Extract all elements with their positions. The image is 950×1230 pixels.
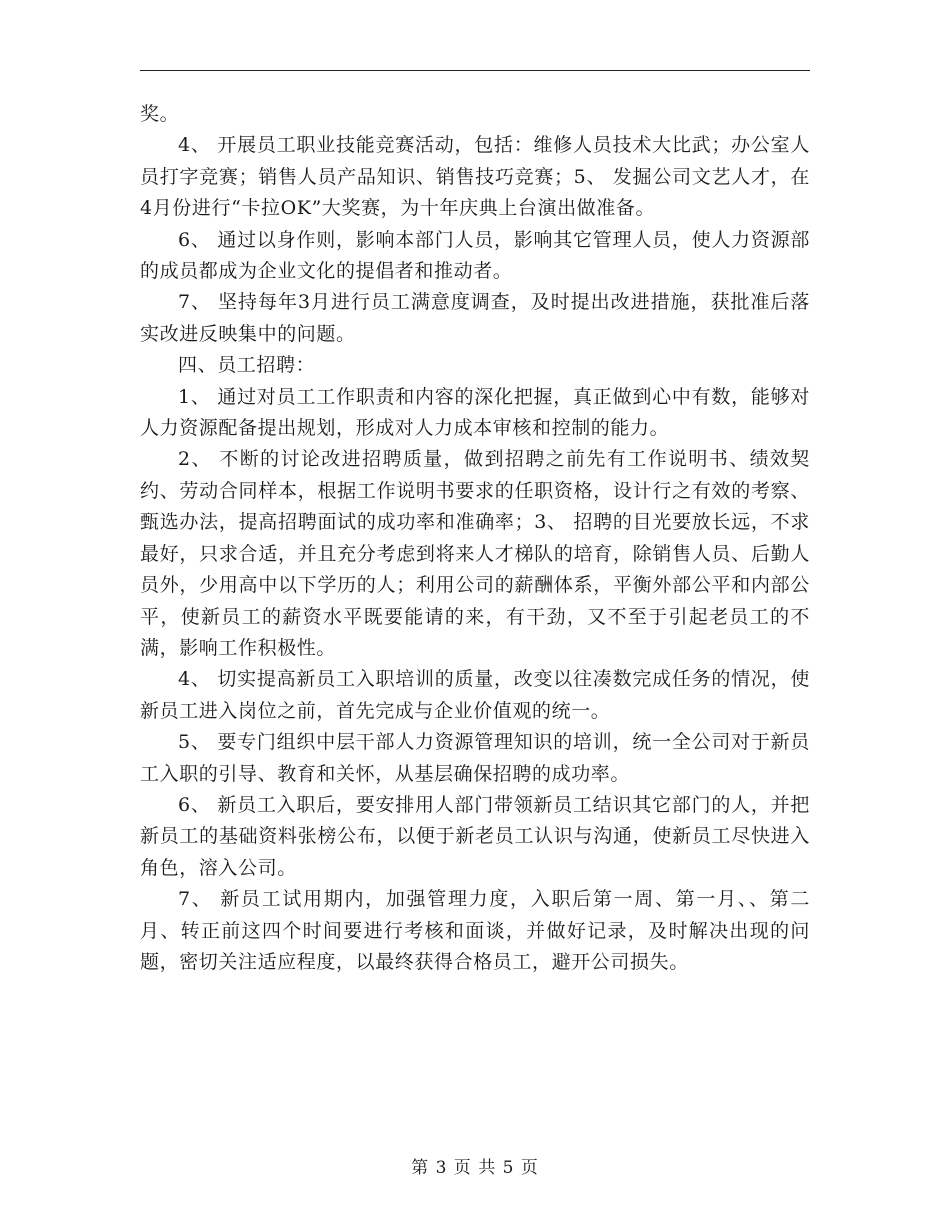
document-body: [140, 99, 810, 978]
section-heading-recruitment: 四、员工招聘：: [178, 354, 316, 377]
paragraph-recruit-item-1: 1、 通过对员工工作职责和内容的深化把握，真正做到心中有数，能够对人力资源配备提出规划，形成对人力成本审核和控制的能力。: [140, 385, 810, 440]
page-number: 第 3 页 共 5 页: [411, 1158, 539, 1178]
paragraph-recruit-item-6: 6、 新员工入职后，要安排用人部门带领新员工结识其它部门的人，并把新员工的基础资料张榜公布，以便于新老员工认识与沟通，使新员工尽快进入角色，溶入公司。: [140, 793, 810, 879]
paragraph-item-6-lead-by-example: 6、 通过以身作则，影响本部门人员，影响其它管理人员，使人力资源部的成员都成为企业文化的提倡者和推动者。: [140, 228, 810, 283]
paragraph-recruit-item-2-3: 2、 不断的讨论改进招聘质量，做到招聘之前先有工作说明书、绩效契约、劳动合同样本，根据工作说明书要求的任职资格，设计行之有效的考察、甄选办法，提高招聘面试的成功率和准确率；3、 招聘的目光要放长远，不求最好，只求合适，并且充分考虑到将来人才梯队的培育，除销售人员、后勤人员外，少用高中以下学历的人；利用公司的薪酬体系，平衡外部公平和内部公平，使新员工的薪资水平既要能请的来，有干劲，又不至于引起老员工的不满，影响工作积极性。: [140, 448, 810, 659]
paragraph-recruit-item-5: 5、 要专门组织中层干部人力资源管理知识的培训，统一全公司对于新员工入职的引导、教育和关怀，从基层确保招聘的成功率。: [140, 731, 810, 785]
header-rule: [140, 70, 810, 71]
paragraph-recruit-item-4: 4、 切实提高新员工入职培训的质量，改变以往凑数完成任务的情况，使新员工进入岗位之前，首先完成与企业价值观的统一。: [140, 668, 810, 722]
paragraph-continuation: 奖。: [140, 103, 180, 125]
paragraph-item-4-skills-competition: 4、 开展员工职业技能竞赛活动，包括：维修人员技术大比武；办公室人员打字竞赛；销售人员产品知识、销售技巧竞赛；5、 发掘公司文艺人才，在4月份进行“卡拉OK”大奖赛，为十年庆典上台演出做准备。: [140, 134, 810, 220]
paragraph-item-7-satisfaction-survey: 7、 坚持每年3月进行员工满意度调查，及时提出改进措施，获批准后落实改进反映集中的问题。: [140, 291, 810, 345]
paragraph-recruit-item-7: 7、 新员工试用期内，加强管理力度，入职后第一周、第一月、、第二月、转正前这四个时间要进行考核和面谈，并做好记录，及时解决出现的问题，密切关注适应程度，以最终获得合格员工，避开公司损失。: [140, 888, 810, 973]
